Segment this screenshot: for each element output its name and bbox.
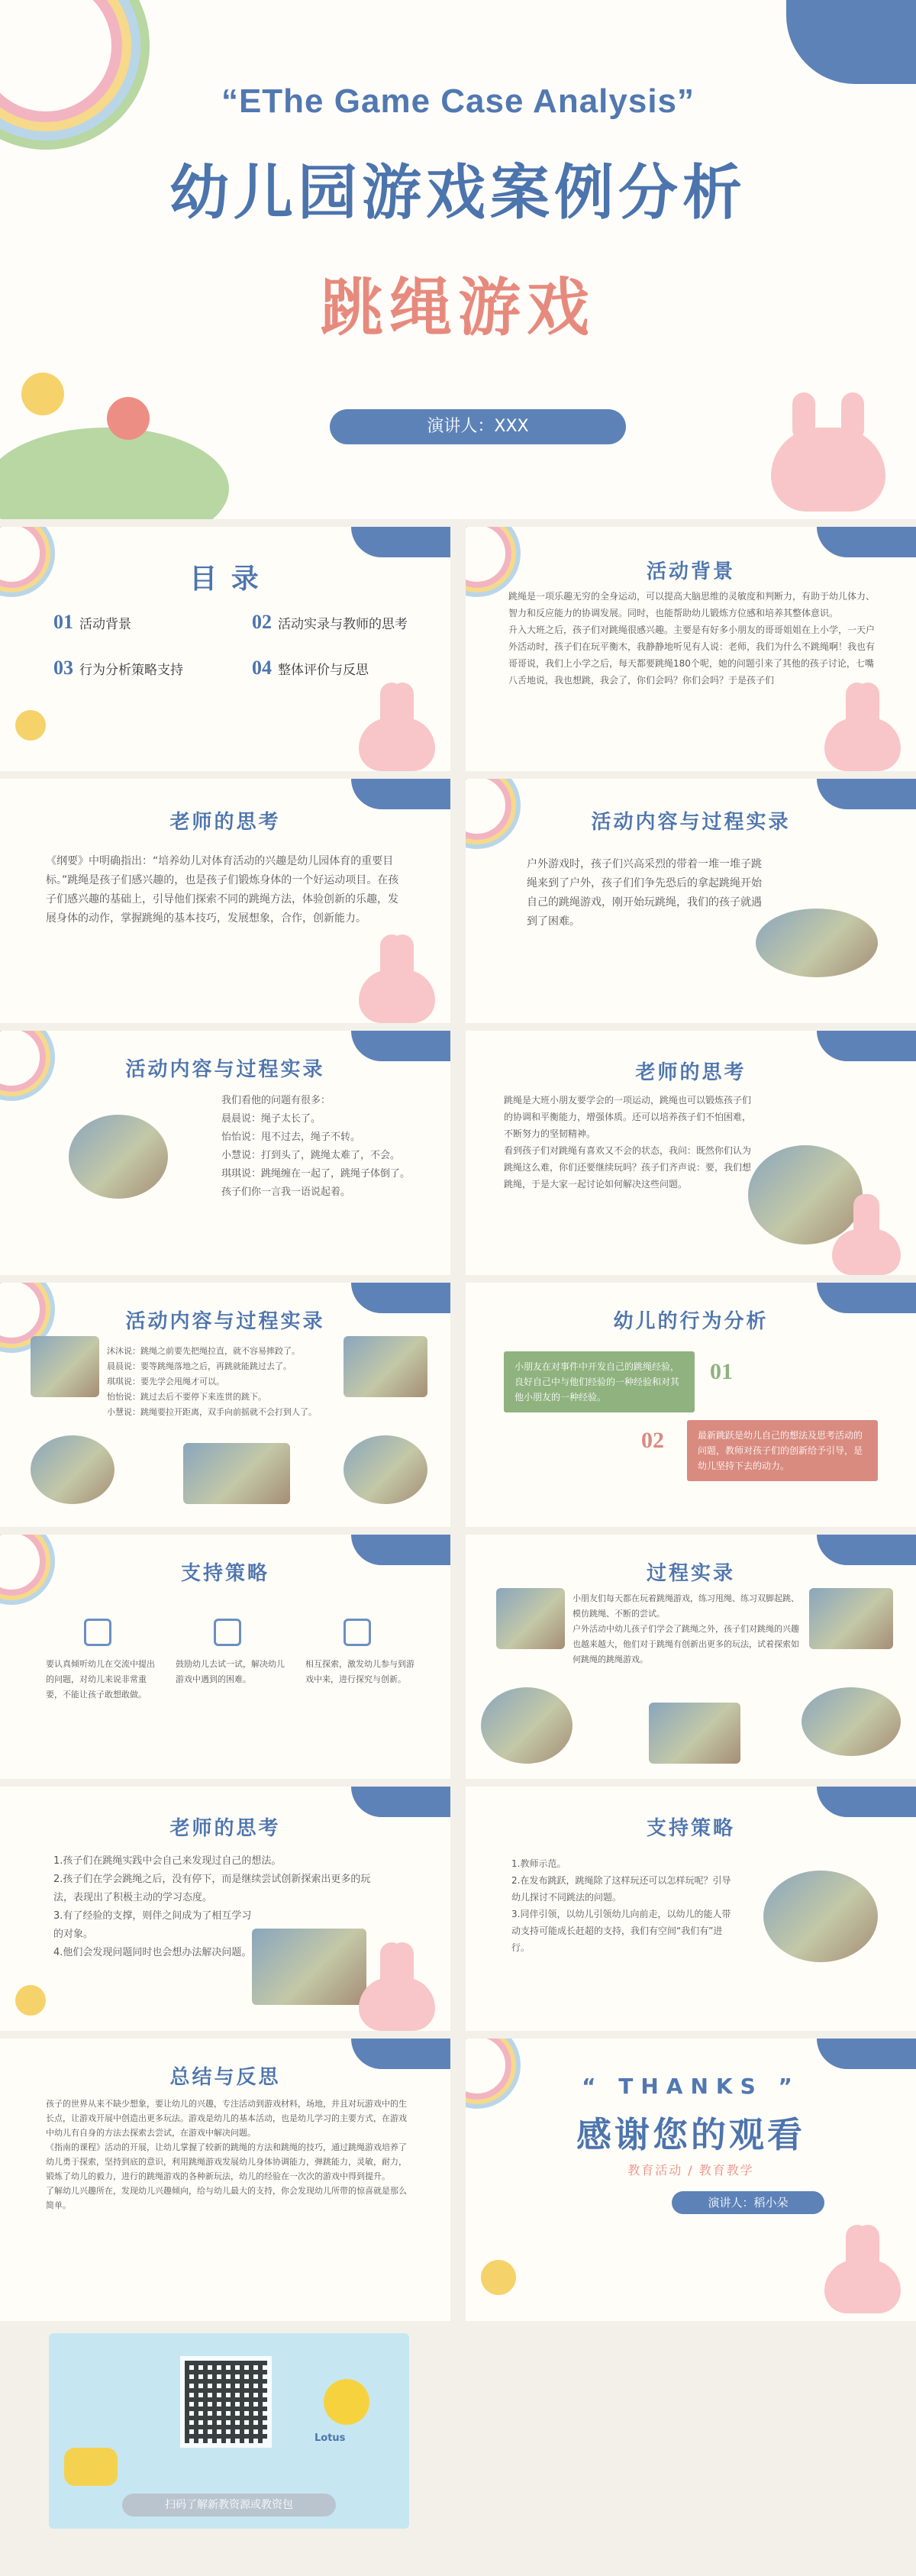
flower-icon (481, 2260, 516, 2295)
ribbon-decoration (351, 527, 450, 557)
summary-title: 总结与反思 (169, 2066, 281, 2089)
bunny-icon (824, 2260, 901, 2313)
cover-speaker: 演讲人：XXX (330, 409, 626, 444)
thanks-title-en: “ THANKS ” (582, 2074, 800, 2099)
support2-line-2: 2.在发布跳跃，跳绳除了这样玩还可以怎样玩呢？引导幼儿探讨不同跳法的问题。 (511, 1875, 731, 1903)
thanks-slide (466, 2039, 916, 2321)
record-body: 小朋友们每天都在玩着跳绳游戏，练习甩绳、练习双脚起跳、模仿跳绳、不断的尝试。 户外活动中幼儿孩子们学会了跳绳之外，孩子们对跳绳的兴趣也越来越大，他们对于跳绳有创新出更多的玩法，试着探索如何跳绳的跳绳游戏。 (572, 1593, 799, 1664)
hill-decoration (0, 428, 229, 519)
background-title: 活动背景 (646, 560, 735, 583)
footer-card (49, 2333, 409, 2529)
footer-banner[interactable]: 扫码了解新教资源或教资包 (122, 2494, 336, 2516)
activity-photo (496, 1588, 565, 1649)
flower-icon (107, 397, 150, 440)
teacher1-title: 老师的思考 (169, 811, 281, 834)
activity-photo (31, 1435, 114, 1504)
teacher2-title: 老师的思考 (635, 1061, 747, 1084)
behavior-item-02: 最新跳跃是幼儿自己的想法及思考活动的问题，教师对孩子们的创新给予引导，是幼儿坚持下去的动力。 (687, 1420, 878, 1481)
flower-icon (21, 373, 64, 415)
clipboard-icon (84, 1619, 111, 1646)
ruler-icon (344, 1619, 371, 1646)
process1-body: 户外游戏时，孩子们兴高采烈的带着一堆一堆子跳绳来到了户外，孩子们们争先恐后的拿起跳绳开始自己的跳绳游戏，刚开始玩跳绳，我们的孩子就遇到了困难。 (527, 858, 762, 928)
process2-title: 活动内容与过程实录 (125, 1058, 325, 1081)
bunny-icon (359, 718, 435, 771)
support1-item-3: 相互探索，激发幼儿参与到游戏中来，进行探究与创新。 (305, 1659, 414, 1684)
activity-photo (481, 1687, 572, 1764)
teacher2-body: 跳绳是大班小朋友要学会的一项运动，跳绳也可以锻炼孩子们的协调和平衡能力，增强体质。还可以培养孩子们不怕困难，不断努力的坚韧精神。 看到孩子们对跳绳有喜欢又不会的状态，我问：既然你们认为跳绳这么难，你们还要继续玩吗？孩子们齐声说：要，我们想跳绳，于是大家一起讨论如何解决这些问题。 (504, 1095, 752, 1190)
process-slide-1 (466, 779, 916, 1023)
record-title: 过程实录 (646, 1562, 735, 1585)
teacher3-line-1: 1.孩子们在跳绳实践中会自己来发现过自己的想法。 (53, 1855, 282, 1867)
ribbon-decoration (817, 779, 916, 809)
behavior-title: 幼儿的行为分析 (613, 1310, 769, 1333)
activity-photo (252, 1929, 366, 2005)
bunny-icon (771, 428, 885, 512)
behavior-analysis-slide (466, 1283, 916, 1527)
teacher3-line-4: 4.他们会发现问题同时也会想办法解决问题。 (53, 1947, 252, 1958)
background-slide (466, 527, 916, 771)
corner-wave-decoration (786, 0, 916, 84)
support-slide-1 (0, 1535, 450, 1779)
activity-photo (748, 1145, 863, 1244)
activity-photo (183, 1443, 290, 1504)
cover-title-en: “EThe Game Case Analysis” (221, 82, 695, 120)
support1-title: 支持策略 (180, 1562, 269, 1585)
teacher3-title: 老师的思考 (169, 1817, 281, 1840)
thanks-subline: 教育活动 / 教育教学 (627, 2163, 754, 2177)
process1-title: 活动内容与过程实录 (591, 811, 791, 834)
support2-line-3: 3.同伴引领，以幼儿引领幼儿向前走，以幼儿的能人带动支持可能成长赶超的支持，我们有空间“我们有”进行。 (511, 1909, 731, 1953)
ribbon-decoration (351, 779, 450, 809)
support2-body (511, 1855, 733, 1956)
behavior-item-01: 小朋友在对事件中开发自己的跳绳经验，良好自己中与他们经验的一种经验和对其他小朋友的一种经验。 (504, 1351, 695, 1412)
toc-slide (0, 527, 450, 771)
activity-photo (69, 1115, 168, 1199)
ribbon-decoration (817, 527, 916, 557)
cover-title-cn: 幼儿园游戏案例分析 (169, 159, 747, 228)
activity-photo (809, 1588, 893, 1649)
book-icon (214, 1619, 241, 1646)
support2-line-1: 1.教师示范。 (511, 1858, 566, 1869)
bunny-icon (832, 1229, 901, 1275)
toc-title: 目 录 (189, 563, 261, 595)
bunny-icon (824, 718, 901, 771)
process3-body: 沐沐说：跳绳之前要先把绳拉直，就不容易摔跤了。 晨晨说：要等跳绳落地之后，再跳就能跳过去了。 琪琪说：要先学会甩绳才可以。 怡怡说：跳过去后不要停下来连贯的跳下。 小慧说：跳绳要拉开距离，双手向前摇就不会打到人了。 (107, 1346, 317, 1417)
footer-logo: Lotus (314, 2432, 346, 2444)
ribbon-decoration (817, 2039, 916, 2069)
toc-item-01[interactable]: 01 活动背景 (53, 611, 131, 633)
process-slide-3 (0, 1283, 450, 1527)
support-slide-2 (466, 1787, 916, 2031)
teacher-thinking-slide-2 (466, 1031, 916, 1275)
activity-photo (31, 1336, 99, 1397)
record-slide (466, 1535, 916, 1779)
support1-item-2: 鼓励幼儿去试一试，解决幼儿游戏中遇到的困难。 (176, 1659, 285, 1684)
support2-title: 支持策略 (646, 1817, 735, 1840)
summary-body: 孩子的世界从来不缺少想象，要让幼儿的兴趣，专注活动到游戏材料，场地，并且对玩游戏中的生长点，让游戏开展中创造出更多玩法。游戏是幼儿的基本活动，也是幼儿学习的主要方式，在游戏中幼儿有自身的方法去探索去尝试，在游戏中解决问题。 《指南的课程》活动的开展，让幼儿掌握了较新的跳绳的方法和跳绳的技巧，通过跳绳游戏培养了幼儿勇于探索，坚持到底的意识，利用跳绳游戏发展幼儿身体协调能力，弹跳能力，灵敏，耐力，锻炼了幼儿的毅力，进行的跳绳游戏的各种新玩法，幼儿的经验在一次次的游戏中得到提升。 了解幼儿兴趣所在，发现幼儿兴趣倾向，给与幼儿最大的支持，你会发现幼儿所带的惊喜就是那么简单。 (46, 2099, 407, 2210)
activity-photo (649, 1703, 740, 1764)
bunny-icon (359, 1977, 435, 2031)
activity-photo (802, 1687, 901, 1756)
toy-car-icon (64, 2448, 118, 2486)
cover-slide (0, 0, 916, 519)
bunny-icon (359, 970, 435, 1023)
toc-item-02[interactable]: 02 活动实录与教师的思考 (252, 611, 408, 633)
support1-item-1: 要认真倾听幼儿在交流中提出的问题，对幼儿来说非常重要，不能让孩子敢想敢做。 (46, 1659, 155, 1700)
activity-photo (344, 1435, 427, 1504)
flower-icon (15, 1985, 46, 2016)
teacher3-line-3: 3.有了经验的支撑，则伴之间成为了相互学习的对象。 (53, 1910, 252, 1940)
activity-photo (756, 909, 878, 977)
flower-icon (15, 710, 46, 741)
teacher3-line-2: 2.孩子们在学会跳绳之后，没有停下，而是继续尝试创新探索出更多的玩法，表现出了积极主动的学习态度。 (53, 1874, 371, 1903)
behavior-num-02: 02 (641, 1428, 664, 1453)
activity-photo (763, 1871, 878, 1962)
summary-slide (0, 2039, 450, 2321)
cover-subtitle: 跳绳游戏 (320, 272, 595, 344)
background-body: 跳绳是一项乐趣无穷的全身运动，可以提高大脑思维的灵敏度和判断力，有助于幼儿体力、智力和反应能力的协调发展。同时，也能帮助幼儿锻炼方位感和培养其整体意识。 升入大班之后，孩子们对跳绳很感兴趣。主要是有好多小朋友的哥哥姐姐在上小学，一天户外活动时，孩子们在玩平衡木，我静静地听见有人说：老师，我们为什么不跳绳啊！我也有哥哥说，我们上小学之后，每天都要跳绳180个呢，她的问题引来了其他的孩子讨论，七嘴八舌地说，我也想跳，我会了，你们会吗？你们会吗？于是孩子们 (508, 591, 876, 686)
process3-title: 活动内容与过程实录 (125, 1310, 325, 1333)
qr-code[interactable] (180, 2356, 272, 2448)
teacher-thinking-slide-1 (0, 779, 450, 1023)
teacher-thinking-slide-3 (0, 1787, 450, 2031)
behavior-num-01: 01 (710, 1359, 733, 1384)
thanks-title-cn: 感谢您的观看 (576, 2114, 805, 2155)
process-slide-2 (0, 1031, 450, 1275)
teacher1-body: 《纲要》中明确指出：“培养幼儿对体育活动的兴趣是幼儿园体育的重要目标。”跳绳是孩子们感兴趣的，也是孩子们锻炼身体的一个好运动项目。在孩子们感兴趣的基础上，引导他们探索不同的跳绳方法，体验创新的乐趣，发展身体的动作，掌握跳绳的基本技巧，发展想象，合作，创新能力。 (46, 855, 399, 925)
activity-photo (344, 1336, 427, 1397)
thanks-speaker: 演讲人：稻小朵 (672, 2191, 824, 2214)
toc-item-04[interactable]: 04 整体评价与反思 (252, 657, 369, 679)
process2-body: 我们看他的问题有很多： 晨晨说：绳子太长了。 怡怡说：甩不过去，绳子不转。 小慧说：打到头了，跳绳太难了，不会。 琪琪说：跳绳缠在一起了，跳绳子体倒了。 孩子们你一言我一语说起着。 (221, 1095, 411, 1198)
toc-item-03[interactable]: 03 行为分析策略支持 (53, 657, 183, 679)
duck-icon (324, 2379, 369, 2425)
